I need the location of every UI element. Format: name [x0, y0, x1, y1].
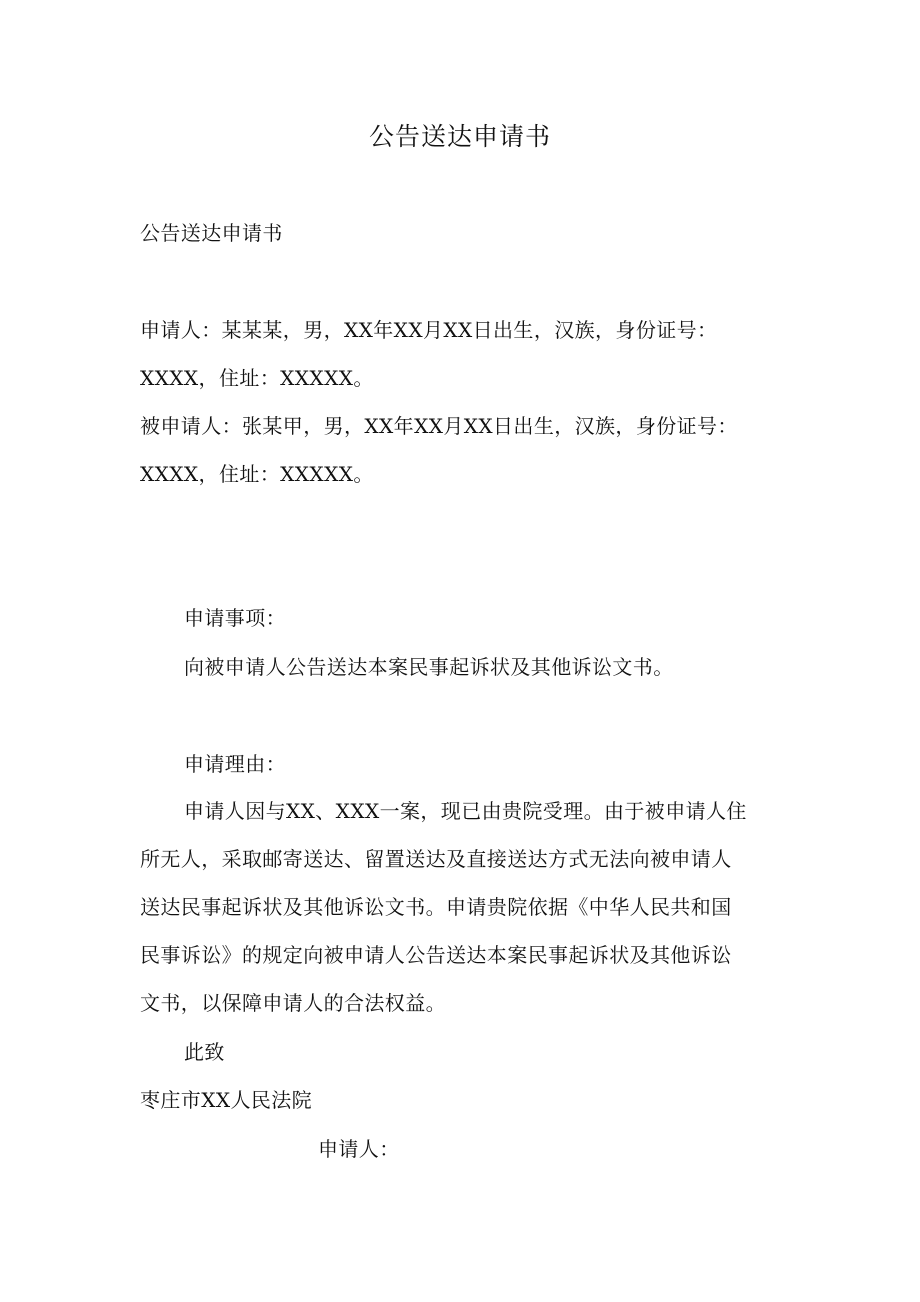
- applicant-line-2: XXXX，住址：XXXXX。: [140, 366, 374, 390]
- document-title: 公告送达申请书: [368, 122, 551, 151]
- applicant-line-1: 申请人：某某某，男，XX年XX月XX日出生，汉族，身份证号：: [140, 318, 718, 342]
- closing-salutation: 此致: [184, 1040, 225, 1064]
- respondent-line-2: XXXX，住址：XXXXX。: [140, 462, 374, 486]
- signature-label: 申请人：: [318, 1137, 400, 1161]
- request-heading: 申请事项：: [184, 606, 286, 630]
- reason-line-3: 送达民事起诉状及其他诉讼文书。申请贵院依据《中华人民共和国: [140, 895, 732, 919]
- court-name: 枣庄市XX人民法院: [140, 1088, 313, 1112]
- reason-line-1: 申请人因与XX、XXX一案，现已由贵院受理。由于被申请人住: [184, 799, 747, 823]
- reason-line-4: 民事诉讼》的规定向被申请人公告送达本案民事起诉状及其他诉讼: [140, 943, 732, 967]
- reason-line-5: 文书，以保障申请人的合法权益。: [140, 991, 446, 1015]
- reason-line-2: 所无人，采取邮寄送达、留置送达及直接送达方式无法向被申请人: [140, 847, 732, 871]
- document-subtitle: 公告送达申请书: [140, 221, 283, 245]
- request-text: 向被申请人公告送达本案民事起诉状及其他诉讼文书。: [184, 655, 674, 679]
- respondent-line-1: 被申请人：张某甲，男，XX年XX月XX日出生，汉族，身份证号：: [140, 414, 738, 438]
- reason-heading: 申请理由：: [184, 752, 286, 776]
